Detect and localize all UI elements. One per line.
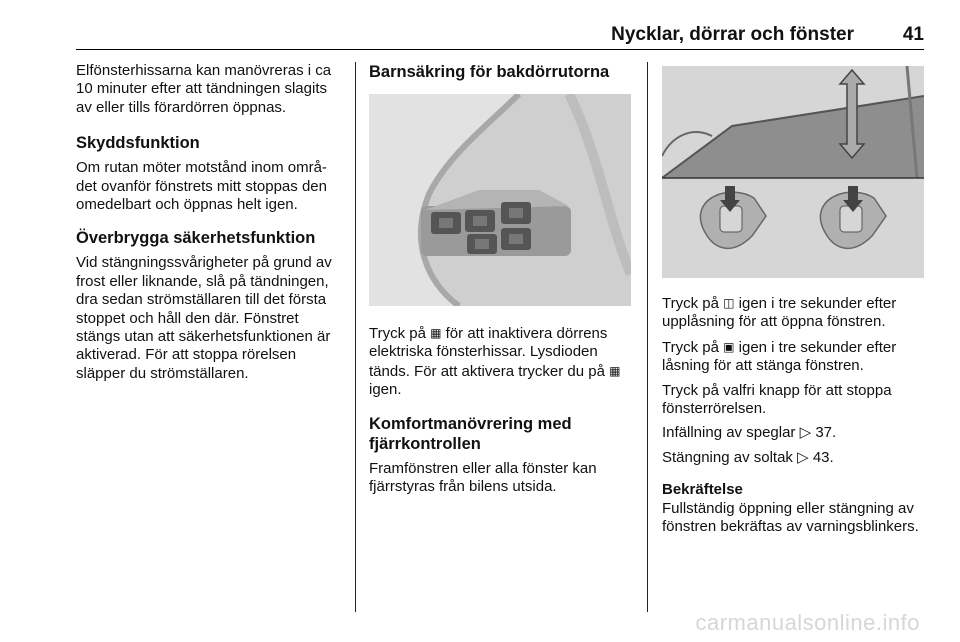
window-switch-illustration [369, 94, 631, 306]
lock-icon: ▣ [723, 339, 735, 354]
window-lock-icon: ▦ [430, 326, 442, 340]
unlock-icon: ◫ [723, 296, 735, 310]
remote-window-illustration [662, 66, 924, 278]
page-title: Nycklar, dörrar och fönster [611, 24, 854, 45]
window-lock-icon: ▦ [609, 363, 621, 378]
column-divider [647, 62, 648, 612]
watermark: carmanualsonline.info [695, 610, 920, 635]
section-heading: Komfortmanövrering med fjärrkontrollen [369, 414, 572, 453]
column-left [76, 62, 342, 383]
body-paragraph: Tryck på valfri knapp för att stoppa fönsterrörelsen. [662, 381, 892, 418]
body-paragraph: Fullständig öppning eller stängning av fönstren bekräftas av varningsblinkers. [662, 499, 919, 536]
body-paragraph: Tryck på ▣ igen i tre sekunder efter låsning för att stänga fönstren. [662, 338, 897, 375]
page-number: 41 [902, 24, 924, 45]
cross-reference: Stängning av soltak ▷ 43. [662, 448, 834, 466]
body-paragraph: Tryck på ◫ igen i tre sekunder efter upplåsning för att öppna fönstren. [662, 295, 897, 331]
body-paragraph: Framfönstren eller alla fönster kan fjärrstyras från bilens utsida. [369, 459, 597, 496]
column-right [662, 62, 924, 536]
body-paragraph: Om rutan möter motstånd inom området ovanför fönstrets mitt stoppas den omedelbart och öppnas helt igen. [76, 159, 327, 214]
body-paragraph: Vid stängningssvårigheter på grund av frost eller liknande, slå på tändningen, dra sedan strömställaren till det första stoppet och håll den där. Fönstret stängs utan att säkerhetsfunktionen är aktiverad. För att stoppa rörelsen släpper du strömställaren. [76, 254, 332, 382]
column-divider [355, 62, 356, 612]
intro-paragraph: Elfönsterhissarna kan manövreras i ca 10 minuter efter att tändningen slagits av eller tills förardörren öppnas. [76, 62, 332, 116]
column-middle [369, 62, 633, 496]
section-heading: Överbrygga säkerhetsfunktion [76, 229, 316, 248]
page-reference-arrow-icon: ▷ [797, 448, 809, 466]
subsection-heading: Bekräftelse [662, 481, 743, 499]
page-header [76, 22, 924, 48]
section-heading: Skyddsfunktion [76, 134, 200, 153]
page-reference-arrow-icon: ▷ [799, 424, 812, 442]
header-rule [76, 49, 924, 50]
body-paragraph: Tryck på ▦ för att inaktivera dörrens elektriska fönsterhissar. Lysdioden tänds. För att aktivera trycker du på ▦ igen. [369, 325, 621, 399]
cross-reference: Infällning av speglar ▷ 37. [662, 424, 837, 442]
section-heading: Barnsäkring för bakdörrutorna [369, 63, 610, 81]
